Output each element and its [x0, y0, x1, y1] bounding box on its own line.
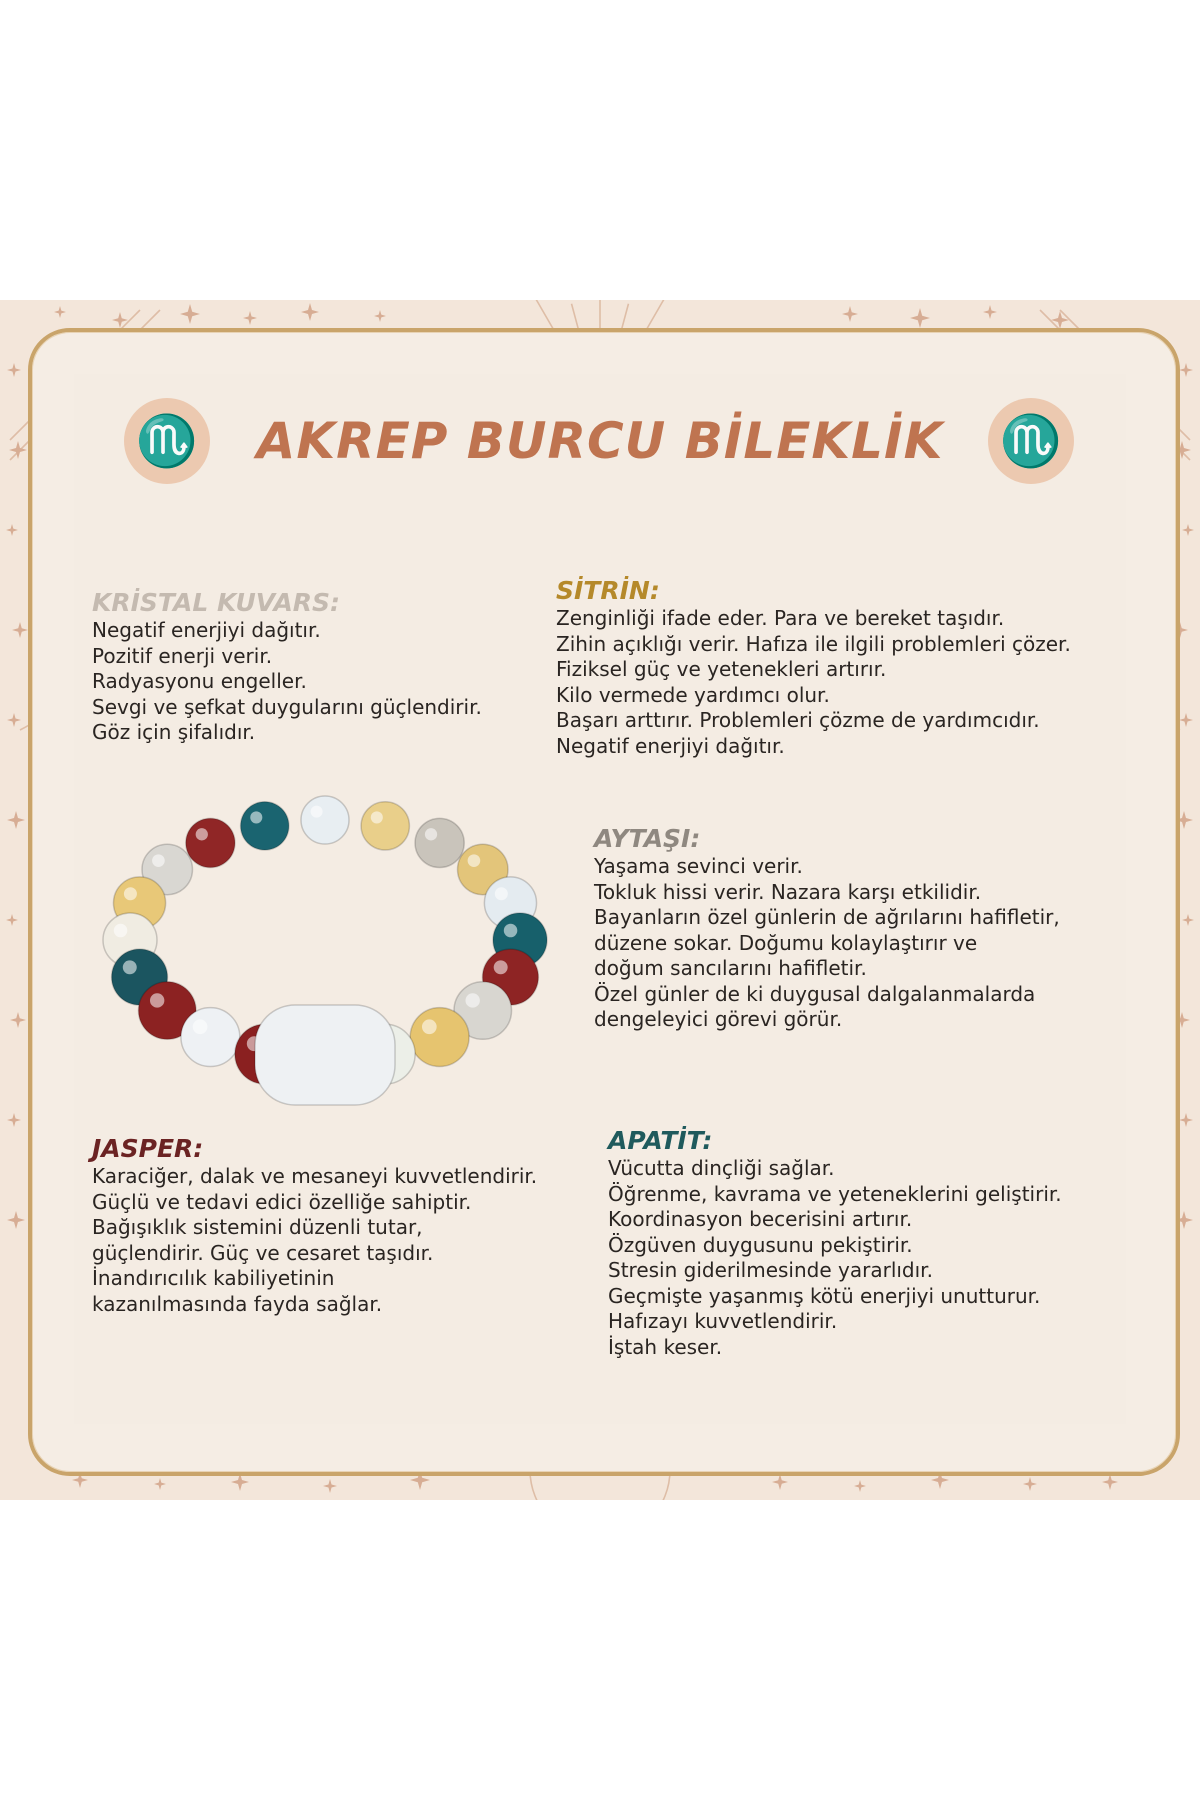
bead-sitrin — [410, 1008, 469, 1067]
bracelet-image — [95, 790, 555, 1120]
star-icon — [842, 306, 858, 322]
star-icon — [983, 305, 997, 319]
star-icon — [7, 1211, 25, 1229]
star-icon — [1051, 311, 1069, 329]
list-item: Vücutta dinçliği sağlar. — [608, 1156, 835, 1180]
list-item: Hafızayı kuvvetlendirir. — [608, 1309, 838, 1333]
star-icon — [374, 310, 386, 322]
kristal-kuvars-heading: KRİSTAL KUVARS: — [92, 588, 341, 617]
list-item: İnandırıcılık kabiliyetinin — [92, 1266, 335, 1290]
list-item: İştah keser. — [608, 1334, 723, 1359]
sitrin-list — [556, 606, 1071, 759]
list-item: Öğrenme, kavrama ve yeteneklerini geliştirir. — [608, 1181, 1062, 1206]
bead-highlight — [311, 806, 323, 818]
kristal-kuvars-section — [92, 588, 482, 746]
star-icon — [112, 312, 128, 328]
bead-highlight — [114, 924, 128, 938]
list-item: doğum sancılarını hafifletir. — [594, 956, 867, 980]
list-item: Özgüven duygusunu pekiştirir. — [608, 1232, 913, 1257]
bead-highlight — [152, 854, 165, 867]
bead-centerpiece-crystal — [255, 1005, 395, 1105]
star-icon — [6, 524, 18, 536]
star-icon — [7, 1113, 21, 1127]
bead-highlight — [425, 828, 437, 840]
apatit-heading: APATİT: — [608, 1126, 713, 1155]
bead-highlight — [123, 960, 137, 974]
aytasi-heading: AYTAŞI: — [594, 824, 701, 853]
star-icon — [1023, 1477, 1037, 1491]
scorpio-icon-left: ♏ — [124, 398, 210, 484]
bead-highlight — [124, 887, 137, 900]
list-item: Kilo vermede yardımcı olur. — [556, 682, 830, 707]
bead-highlight — [468, 854, 481, 867]
list-item: düzene sokar. Doğumu kolaylaştırır ve — [594, 930, 978, 955]
list-item: Karaciğer, dalak ve mesaneyi kuvvetlendirir. — [92, 1164, 538, 1188]
list-item: Pozitif enerji verir. — [92, 643, 273, 668]
bead-aytasi — [415, 818, 464, 867]
list-item: Stresin giderilmesinde yararlıdır. — [608, 1258, 933, 1282]
bead-highlight — [495, 887, 508, 900]
star-icon — [7, 811, 25, 829]
star-icon — [1182, 524, 1194, 536]
bead-jasper — [186, 818, 235, 867]
bead-highlight — [494, 960, 508, 974]
list-item: Göz için şifalıdır. — [92, 720, 256, 744]
list-item: Koordinasyon becerisini artırır. — [608, 1207, 913, 1231]
apatit-list — [608, 1156, 1062, 1360]
list-item: Tokluk hissi verir. Nazara karşı etkilidir. — [594, 879, 982, 904]
jasper-section — [92, 1134, 537, 1317]
bead-highlight — [504, 924, 518, 938]
bead-highlight — [371, 811, 383, 823]
list-item: Fiziksel güç ve yetenekleri artırır. — [556, 657, 887, 681]
list-item: Başarı arttırır. Problemleri çözme de yardımcıdır. — [556, 708, 1040, 732]
star-icon — [154, 1478, 166, 1490]
star-icon — [323, 1479, 337, 1493]
scorpio-icon-right: ♏ — [988, 398, 1074, 484]
list-item: Zihin açıklığı verir. Hafıza ile ilgili problemleri çözer. — [556, 631, 1071, 656]
list-item: Radyasyonu engeller. — [92, 669, 307, 693]
bead-kristal — [301, 796, 349, 844]
star-icon — [1179, 713, 1193, 727]
star-icon — [1179, 363, 1193, 377]
star-icon — [1182, 914, 1194, 926]
sitrin-heading: SİTRİN: — [556, 576, 660, 605]
kristal-kuvars-list — [92, 618, 482, 746]
bead-sitrin — [361, 802, 409, 850]
page-title: AKREP BURCU BİLEKLİK — [256, 412, 944, 470]
list-item: Sevgi ve şefkat duygularını güçlendirir. — [92, 694, 482, 719]
bead-highlight — [466, 993, 480, 1007]
star-icon — [54, 306, 66, 318]
star-icon — [6, 914, 18, 926]
star-icon — [301, 303, 319, 321]
star-icon — [180, 304, 200, 324]
list-item: kazanılmasında fayda sağlar. — [92, 1291, 383, 1316]
star-icon — [7, 713, 21, 727]
list-item: Güçlü ve tedavi edici özelliğe sahiptir. — [92, 1189, 472, 1214]
list-item: güçlendirir. Güç ve cesaret taşıdır. — [92, 1240, 434, 1265]
aytasi-list — [594, 854, 1060, 1033]
list-item: Negatif enerjiyi dağıtır. — [556, 733, 785, 758]
star-icon — [1102, 1474, 1118, 1490]
list-item: Bağışıklık sistemini düzenli tutar, — [92, 1215, 423, 1239]
list-item: Geçmişte yaşanmış kötü enerjiyi unutturur. — [608, 1283, 1041, 1308]
bead-kristal — [181, 1008, 240, 1067]
bead-apatit — [241, 802, 289, 850]
bead-highlight — [193, 1019, 208, 1034]
star-icon — [854, 1480, 866, 1492]
bead-highlight — [422, 1019, 437, 1034]
list-item: Bayanların özel günlerin de ağrılarını hafifletir, — [594, 905, 1060, 929]
star-icon — [772, 1474, 788, 1490]
list-item: Zenginliği ifade eder. Para ve bereket taşıdır. — [556, 606, 1005, 630]
star-icon — [243, 311, 257, 325]
star-icon — [10, 1012, 26, 1028]
aytasi-section — [594, 824, 1060, 1033]
star-icon — [910, 308, 930, 328]
bead-highlight — [196, 828, 208, 840]
jasper-list — [92, 1164, 537, 1317]
apatit-section — [608, 1126, 1062, 1360]
info-card — [0, 300, 1200, 1500]
star-icon — [12, 622, 28, 638]
star-icon — [7, 363, 21, 377]
bead-highlight — [150, 993, 164, 1007]
list-item: Yaşama sevinci verir. — [594, 854, 803, 878]
jasper-heading: JASPER: — [92, 1134, 204, 1163]
sitrin-section — [556, 576, 1071, 759]
list-item: Özel günler de ki duygusal dalgalanmalarda — [594, 981, 1036, 1006]
star-icon — [1179, 1113, 1193, 1127]
list-item: dengeleyici görevi görür. — [594, 1007, 843, 1031]
list-item: Negatif enerjiyi dağıtır. — [92, 618, 321, 642]
bead-highlight — [250, 811, 262, 823]
